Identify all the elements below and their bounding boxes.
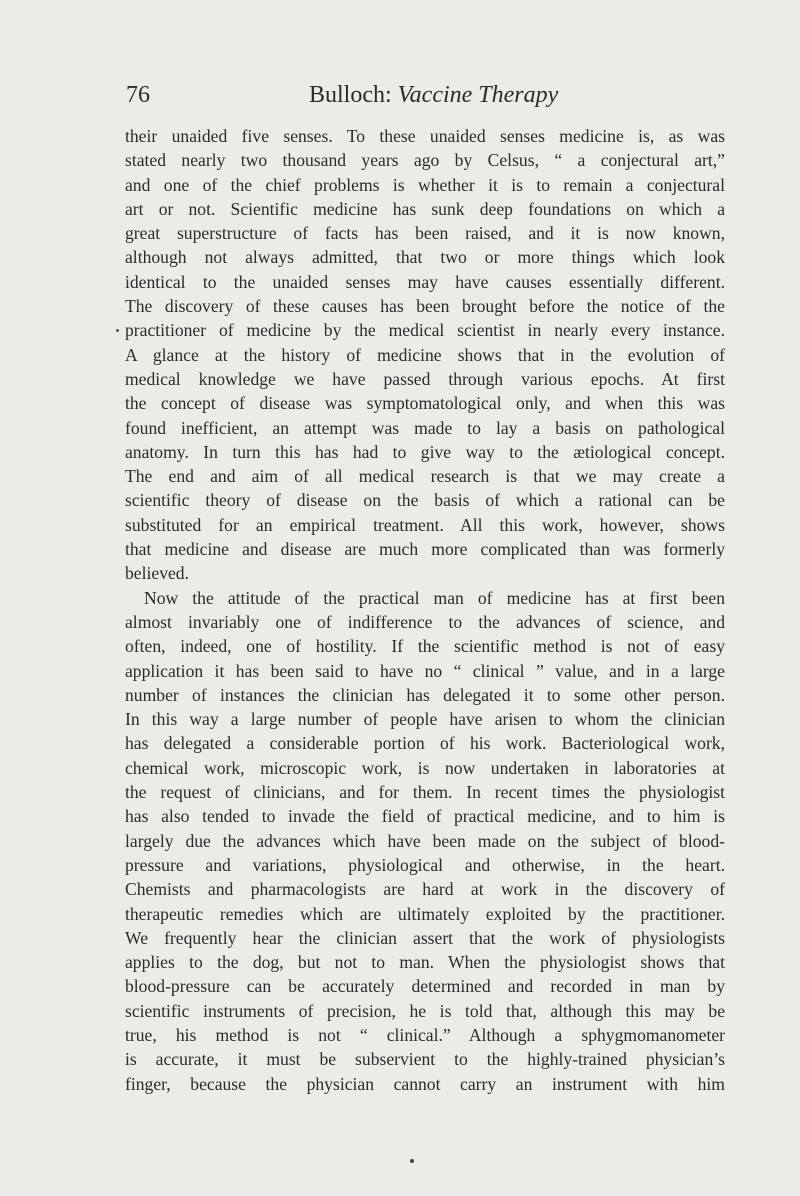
text-line: scientific theory of disease on the basis of which a rational can be [125, 490, 725, 511]
text-line: their unaided five senses. To these unaided senses medicine is, as was [125, 126, 725, 146]
text-line: A glance at the history of medicine shows that in the evolution of [125, 344, 725, 365]
text-line: finger, because the physician cannot carry an instrument with him [125, 1073, 725, 1094]
body-text [125, 124, 725, 1096]
header-separator: : [385, 82, 398, 108]
margin-mark [116, 329, 119, 332]
text-line: has delegated a considerable portion of his work. Bacteriological work, [125, 733, 725, 754]
text-line: We frequently hear the clinician assert that the work of physiologists [125, 927, 725, 948]
text-line: is accurate, it must be subservient to the highly-trained physician’s [125, 1049, 725, 1070]
header-book-title: Vaccine Therapy [397, 82, 559, 108]
text-line: applies to the dog, but not to man. When the physiologist shows that [125, 952, 725, 973]
text-line: the request of clinicians, and for them. In recent times the physiologist [125, 782, 725, 803]
running-head [126, 80, 726, 110]
text-line: largely due the advances which have been made on the subject of blood- [125, 830, 725, 851]
text-line: stated nearly two thousand years ago by Celsus, “ a conjectural art,” [125, 150, 725, 171]
text-line: identical to the unaided senses may have causes essentially different. [125, 271, 725, 292]
text-line: found inefficient, an attempt was made to lay a basis on pathological [125, 417, 725, 438]
text-line: almost invariably one of indifference to the advances of science, and [125, 611, 725, 632]
text-line: art or not. Scientific medicine has sunk deep foundations on which a [125, 198, 725, 219]
text-line: although not always admitted, that two or more things which look [125, 247, 725, 268]
text-line: the concept of disease was symptomatological only, and when this was [125, 393, 725, 414]
text-line: and one of the chief problems is whether it is to remain a conjectural [125, 174, 725, 195]
text-line: that medicine and disease are much more complicated than was formerly [125, 539, 725, 560]
header-title [309, 80, 558, 110]
text-line: true, his method is not “ clinical.” Although a sphygmomanometer [125, 1024, 725, 1045]
page-speck [410, 1159, 414, 1163]
text-line: chemical work, microscopic work, is now undertaken in laboratories at [125, 757, 725, 778]
text-line: application it has been said to have no “ clinical ” value, and in a large [125, 660, 725, 681]
text-line: The discovery of these causes has been brought before the notice of the [125, 296, 725, 317]
text-line: The end and aim of all medical research is that we may create a [125, 466, 725, 487]
text-line: number of instances the clinician has delegated it to some other person. [125, 684, 725, 705]
text-line: In this way a large number of people have arisen to whom the clinician [125, 709, 725, 730]
text-line: scientific instruments of precision, he is told that, although this may be [125, 1000, 725, 1021]
text-line: often, indeed, one of hostility. If the scientific method is not of easy [125, 636, 725, 657]
text-line: has also tended to invade the field of practical medicine, and to him is [125, 806, 725, 827]
text-line: medical knowledge we have passed through various epochs. At first [125, 368, 725, 389]
text-line: anatomy. In turn this has had to give way to the ætiological concept. [125, 441, 725, 462]
text-line: Now the attitude of the practical man of medicine has at first been [144, 587, 725, 608]
text-line: substituted for an empirical treatment. All this work, however, shows [125, 514, 725, 535]
text-line: pressure and variations, physiological and otherwise, in the heart. [125, 854, 725, 875]
text-line: Chemists and pharmacologists are hard at work in the discovery of [125, 879, 725, 900]
page-number: 76 [126, 82, 150, 108]
header-author: Bulloch [309, 82, 385, 108]
text-line: practitioner of medicine by the medical scientist in nearly every instance. [125, 320, 725, 341]
text-line: therapeutic remedies which are ultimately exploited by the practitioner. [125, 903, 725, 924]
text-line: great superstructure of facts has been raised, and it is now known, [125, 223, 725, 244]
text-line: blood-pressure can be accurately determined and recorded in man by [125, 976, 725, 997]
text-line: believed. [125, 563, 189, 584]
